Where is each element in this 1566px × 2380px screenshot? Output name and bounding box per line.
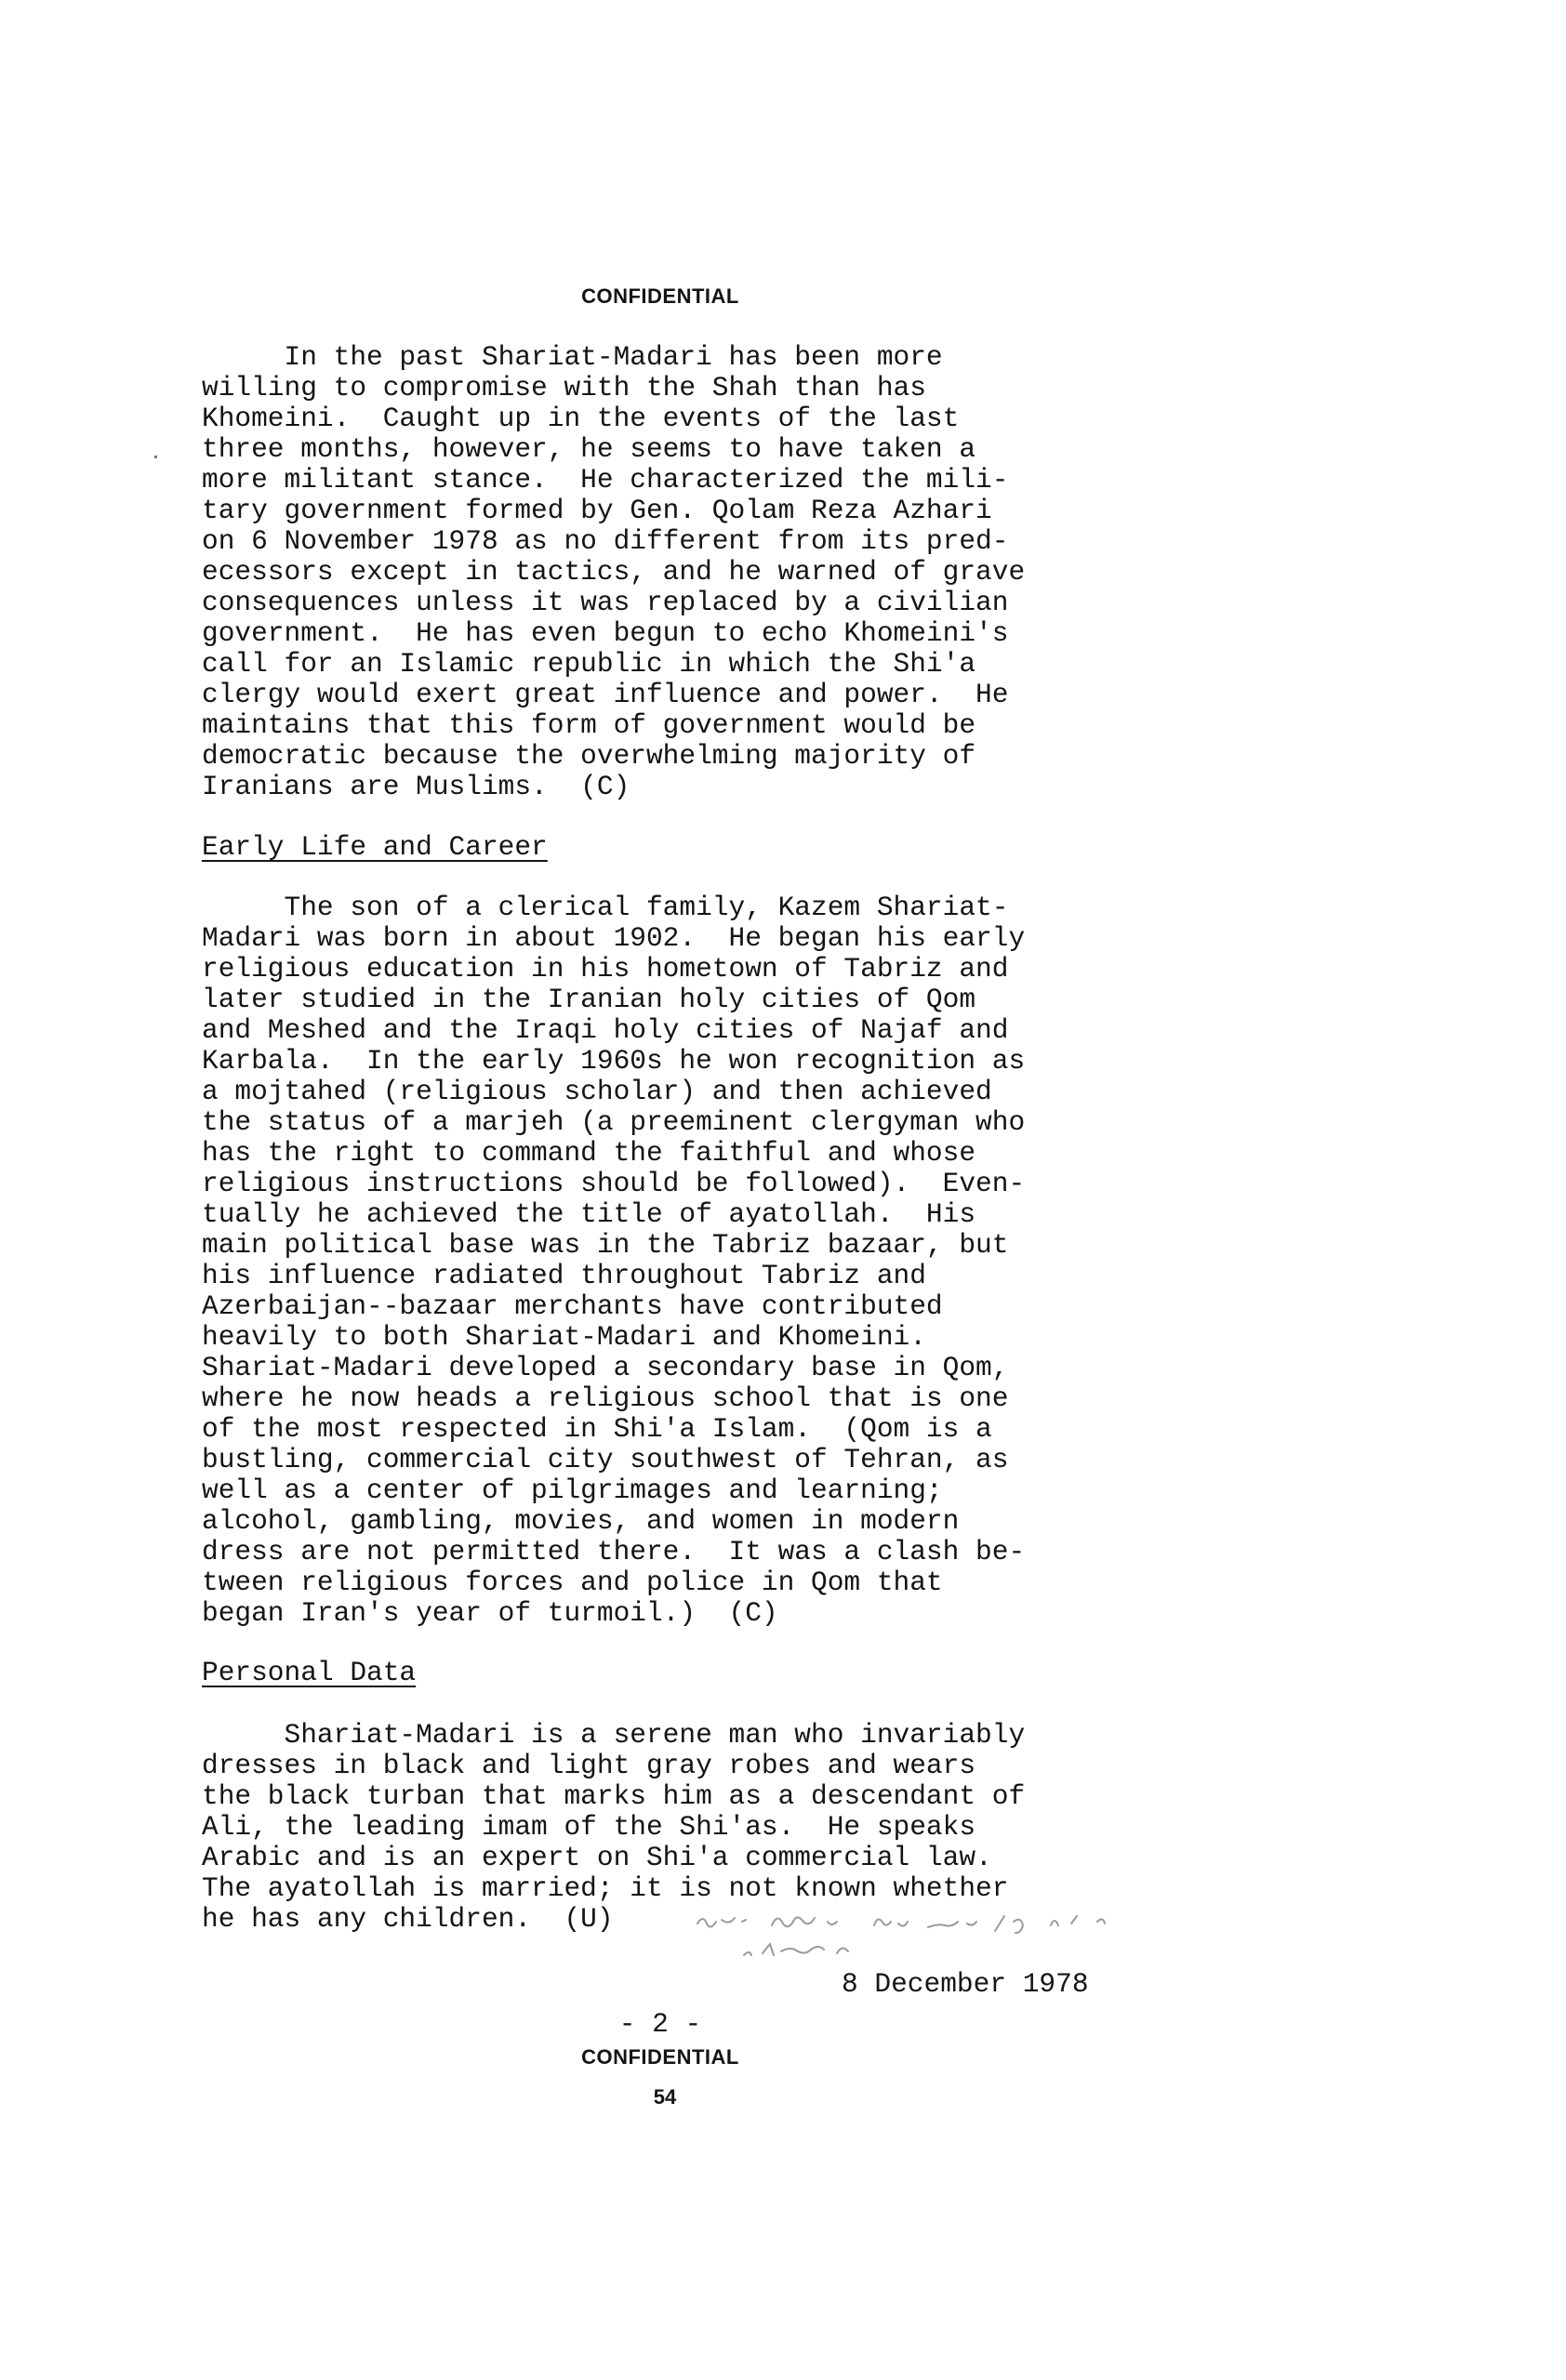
paragraph-line: Arabic and is an expert on Shi'a commercial law. bbox=[202, 1842, 992, 1873]
paragraph-line: Ali, the leading imam of the Shi'as. He speaks bbox=[202, 1811, 976, 1843]
paragraph-line: his influence radiated throughout Tabriz and bbox=[202, 1260, 926, 1291]
classification-footer: CONFIDENTIAL bbox=[581, 2045, 739, 2069]
paragraph-line: The son of a clerical family, Kazem Shariat- bbox=[202, 892, 1009, 923]
paragraph-line: three months, however, he seems to have taken a bbox=[202, 433, 976, 465]
paragraph-line: tween religious forces and police in Qom that bbox=[202, 1567, 943, 1598]
paragraph-line: religious instructions should be followed). Even- bbox=[202, 1168, 1026, 1199]
paragraph-line: more militant stance. He characterized the mili- bbox=[202, 464, 1009, 496]
paragraph-line: well as a center of pilgrimages and learning; bbox=[202, 1474, 943, 1506]
paragraph-shariat-madari-stance bbox=[202, 342, 1169, 802]
paragraph-line: clergy would exert great influence and power. He bbox=[202, 679, 1009, 710]
page-number: - 2 - bbox=[618, 2008, 702, 2040]
paragraph-line: ecessors except in tactics, and he warned of grave bbox=[202, 556, 1026, 588]
paragraph-line: heavily to both Shariat-Madari and Khomeini. bbox=[202, 1321, 926, 1353]
paragraph-line: alcohol, gambling, movies, and women in modern bbox=[202, 1505, 960, 1537]
paragraph-line: democratic because the overwhelming majority of bbox=[202, 740, 976, 772]
scan-mark-dot bbox=[154, 456, 157, 458]
paragraph-line: tually he achieved the title of ayatollah. His bbox=[202, 1198, 976, 1230]
paragraph-line: tary government formed by Gen. Qolam Reza Azhari bbox=[202, 495, 992, 526]
section-heading-personal-data: Personal Data bbox=[202, 1657, 417, 1688]
paragraph-line: bustling, commercial city southwest of Tehran, as bbox=[202, 1444, 1009, 1475]
paragraph-line: Azerbaijan--bazaar merchants have contributed bbox=[202, 1290, 943, 1322]
paragraph-line: Iranians are Muslims. (C) bbox=[202, 771, 630, 802]
paragraph-line: Shariat-Madari is a serene man who invariably bbox=[202, 1719, 1026, 1751]
paragraph-line: willing to compromise with the Shah than has bbox=[202, 372, 926, 403]
paragraph-line: The ayatollah is married; it is not known whether bbox=[202, 1872, 1009, 1904]
classification-header: CONFIDENTIAL bbox=[581, 284, 739, 308]
paragraph-line: Karbala. In the early 1960s he won recognition as bbox=[202, 1045, 1026, 1077]
paragraph-early-life bbox=[202, 892, 1169, 1629]
document-date: 8 December 1978 bbox=[842, 1968, 1089, 2000]
paragraph-line: government. He has even begun to echo Khomeini's bbox=[202, 617, 1009, 649]
paragraph-line: main political base was in the Tabriz bazaar, but bbox=[202, 1229, 1009, 1261]
paragraph-line: Shariat-Madari developed a secondary base in Qom, bbox=[202, 1352, 1009, 1383]
paragraph-line: call for an Islamic republic in which the Shi'a bbox=[202, 648, 976, 680]
handwritten-annotation bbox=[688, 1903, 1209, 1968]
paragraph-line: and Meshed and the Iraqi holy cities of Najaf and bbox=[202, 1014, 1009, 1046]
paragraph-line: maintains that this form of government would be bbox=[202, 709, 976, 741]
paragraph-line: of the most respected in Shi'a Islam. (Qom is a bbox=[202, 1413, 992, 1445]
paragraph-line: religious education in his hometown of Tabriz and bbox=[202, 953, 1009, 985]
paragraph-line: he has any children. (U) bbox=[202, 1903, 614, 1935]
paragraph-line: Madari was born in about 1902. He began his early bbox=[202, 922, 1026, 954]
section-heading-early-life: Early Life and Career bbox=[202, 831, 548, 863]
paragraph-line: consequences unless it was replaced by a civilian bbox=[202, 587, 1009, 618]
paragraph-line: Khomeini. Caught up in the events of the last bbox=[202, 403, 960, 434]
paragraph-line: In the past Shariat-Madari has been more bbox=[202, 341, 943, 373]
paragraph-line: dresses in black and light gray robes and wears bbox=[202, 1750, 976, 1781]
archive-page-number: 54 bbox=[653, 2085, 677, 2109]
paragraph-line: the status of a marjeh (a preeminent clergyman who bbox=[202, 1106, 1026, 1138]
paragraph-line: has the right to command the faithful and whose bbox=[202, 1137, 976, 1169]
paragraph-line: where he now heads a religious school that is one bbox=[202, 1382, 1009, 1414]
paragraph-line: dress are not permitted there. It was a clash be- bbox=[202, 1536, 1026, 1567]
paragraph-line: the black turban that marks him as a descendant of bbox=[202, 1780, 1026, 1812]
paragraph-line: later studied in the Iranian holy cities of Qom bbox=[202, 984, 976, 1015]
paragraph-line: began Iran's year of turmoil.) (C) bbox=[202, 1597, 778, 1629]
paragraph-line: a mojtahed (religious scholar) and then achieved bbox=[202, 1076, 992, 1107]
paragraph-line: on 6 November 1978 as no different from its pred- bbox=[202, 525, 1009, 557]
